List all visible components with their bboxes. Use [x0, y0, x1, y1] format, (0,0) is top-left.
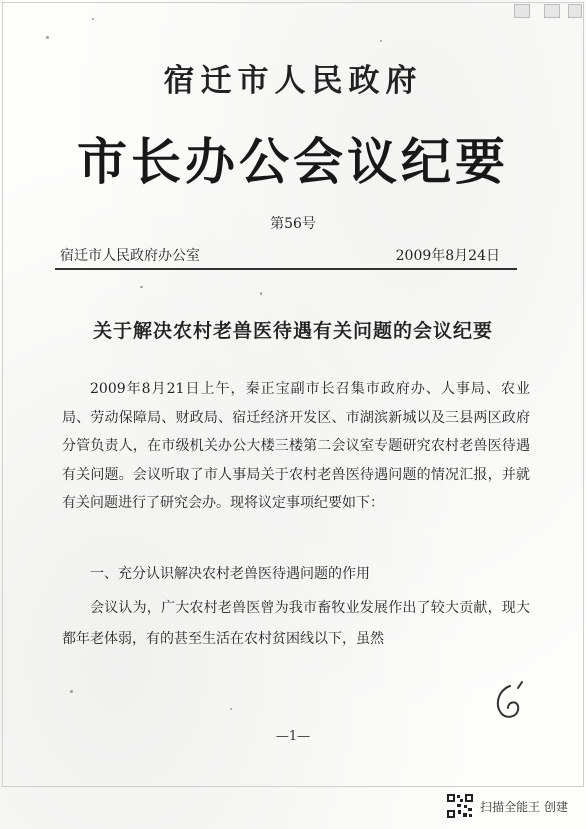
document-number: 第56号 — [270, 216, 316, 232]
scan-speck — [92, 18, 94, 20]
section-heading-1: 一、充分认识解决农村老兽医待遇问题的作用 — [90, 566, 370, 582]
scan-speck — [46, 36, 49, 39]
close-icon[interactable] — [568, 4, 582, 18]
issuer-heading: 宿迁市人民政府 — [163, 63, 423, 99]
document-date: 2009年8月24日 — [395, 248, 500, 264]
scan-speck — [380, 40, 382, 42]
scan-speck — [140, 286, 143, 288]
minimize-icon[interactable] — [514, 4, 530, 18]
qr-code-icon — [446, 793, 474, 819]
watermark — [446, 793, 568, 819]
body-paragraph-2: 会议认为，广大农村老兽医曾为我市畜牧业发展作出了较大贡献，现大都年老体弱，有的甚至生活在农村贫困线以下，虽然 — [62, 600, 530, 647]
header-divider — [55, 268, 517, 270]
maximize-icon[interactable] — [544, 4, 560, 18]
document-title: 关于解决农村老兽医待遇有关问题的会议纪要 — [92, 320, 493, 342]
body-paragraph-1: 2009年8月21日上午，秦正宝副市长召集市政府办、人事局、农业局、劳动保障局、财政局、宿迁经济开发区、市湖滨新城以及三县两区政府分管负责人，在市级机关办公大楼三楼第二会议室专题研究农村老兽医待遇有关问题。会议听取了市人事局关于农村老兽医待遇问题的情况汇报，并就有关问题进行了研究会办。现将议定事项纪要如下： — [62, 381, 530, 511]
document-type-heading: 市长办公会议纪要 — [77, 132, 509, 191]
issuing-office: 宿迁市人民政府办公室 — [60, 248, 200, 264]
scan-speck — [260, 292, 262, 295]
handwritten-mark-icon — [488, 680, 528, 724]
scan-speck — [230, 708, 232, 710]
watermark-text: 扫描全能王 创建 — [480, 799, 568, 814]
scan-speck — [70, 690, 73, 693]
page-number: —1— — [275, 729, 311, 744]
